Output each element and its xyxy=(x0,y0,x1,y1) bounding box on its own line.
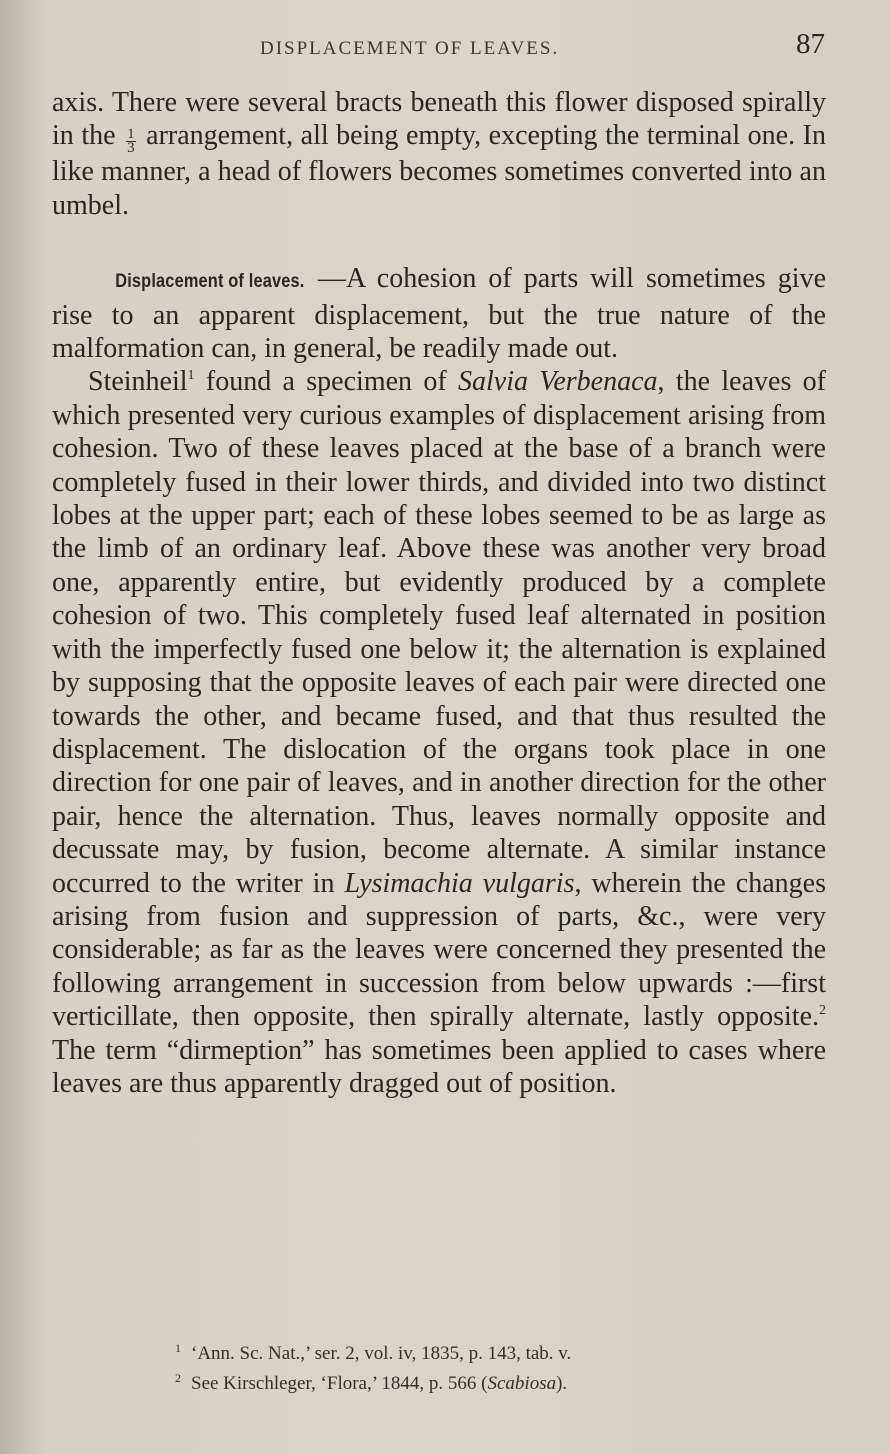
taxon-salvia: Salvia Verbenaca xyxy=(458,366,658,398)
footnote-ref-1[interactable]: 1 xyxy=(187,368,195,384)
footnote-text-1: ‘Ann. Sc. Nat.,’ ser. 2, vol. iv, 1835, p. 143, tab. v. xyxy=(191,1343,572,1364)
footnote-mark-2: 2 xyxy=(175,1371,181,1385)
p2-text-d: , wherein the changes arising from fusion and suppression of parts, &c., were very considerable; as far as the leaves were concerned they presented the following arrangement in succession from below upwards :—first verticillate, then opposite, then spirally alternate, lastly opposite. xyxy=(52,867,826,1033)
intro-text-rest: arrangement, all being empty, excepting the terminal one. In like manner, a head of flowers becomes sometimes converted into an umbel. xyxy=(52,120,826,221)
sidehead-text: —A cohesion of parts will sometimes give rise to an apparent displacement, but the true nature of the malformation can, in general, be readily made out. xyxy=(52,263,826,365)
footnotes xyxy=(175,1336,795,1396)
footnote-text-2a: See Kirschleger, ‘Flora,’ 1844, p. 566 ( xyxy=(191,1373,488,1394)
running-head: DISPLACEMENT OF LEAVES. xyxy=(260,38,560,59)
p2-text-b: found a specimen of xyxy=(194,366,459,398)
fraction-one-third xyxy=(126,128,136,155)
p2-text-a: Steinheil xyxy=(88,366,188,398)
fraction-denominator: 3 xyxy=(127,140,135,157)
page-header xyxy=(60,28,830,68)
page-number: 87 xyxy=(796,28,825,60)
paragraph-steinheil xyxy=(52,365,826,1100)
footnote-ref-2[interactable]: 2 xyxy=(819,1003,826,1019)
intro-text: axis. There were several bracts beneath this flower disposed spirally in the xyxy=(52,87,826,152)
footnote-text-2b: ). xyxy=(556,1373,568,1394)
footnote-mark-1: 1 xyxy=(175,1341,181,1355)
footnote-taxon-scabiosa: Scabiosa xyxy=(487,1373,557,1394)
paragraph-displacement xyxy=(52,262,826,365)
p2-text-e: The term “dirmeption” has sometimes been applied to cases where leaves are thus apparently dragged out of position. xyxy=(52,1034,826,1099)
footnote-2 xyxy=(175,1366,795,1396)
fraction-numerator: 1 xyxy=(127,126,135,143)
body-text xyxy=(52,86,826,1100)
section-sidehead: Displacement of leaves. xyxy=(115,271,305,293)
footnote-1 xyxy=(175,1336,795,1366)
paragraph-intro xyxy=(52,86,826,222)
taxon-lysimachia: Lysimachia vulgaris xyxy=(344,867,575,899)
p2-text-c: , the leaves of which presented very curious examples of displacement arising from cohesion. Two of these leaves placed at the base of a branch were completely fused in their lower thirds, and divided into two distinct lobes at the upper part; each of these lobes seemed to be as large as the limb of an ordinary leaf. Above these was another very broad one, apparently entire, but evidently produced by a complete cohesion of two. This completely fused leaf alternated in position with the imperfectly fused one below it; the alternation is explained by supposing that the opposite leaves of each pair were directed one towards the other, and became fused, and that thus resulted the displacement. The dislocation of the organs took place in one direction for one pair of leaves, and in another direction for the other pair, hence the alternation. Thus, leaves normally opposite and decussate may, by fusion, become alternate. A similar instance occurred to the writer in xyxy=(52,366,826,899)
